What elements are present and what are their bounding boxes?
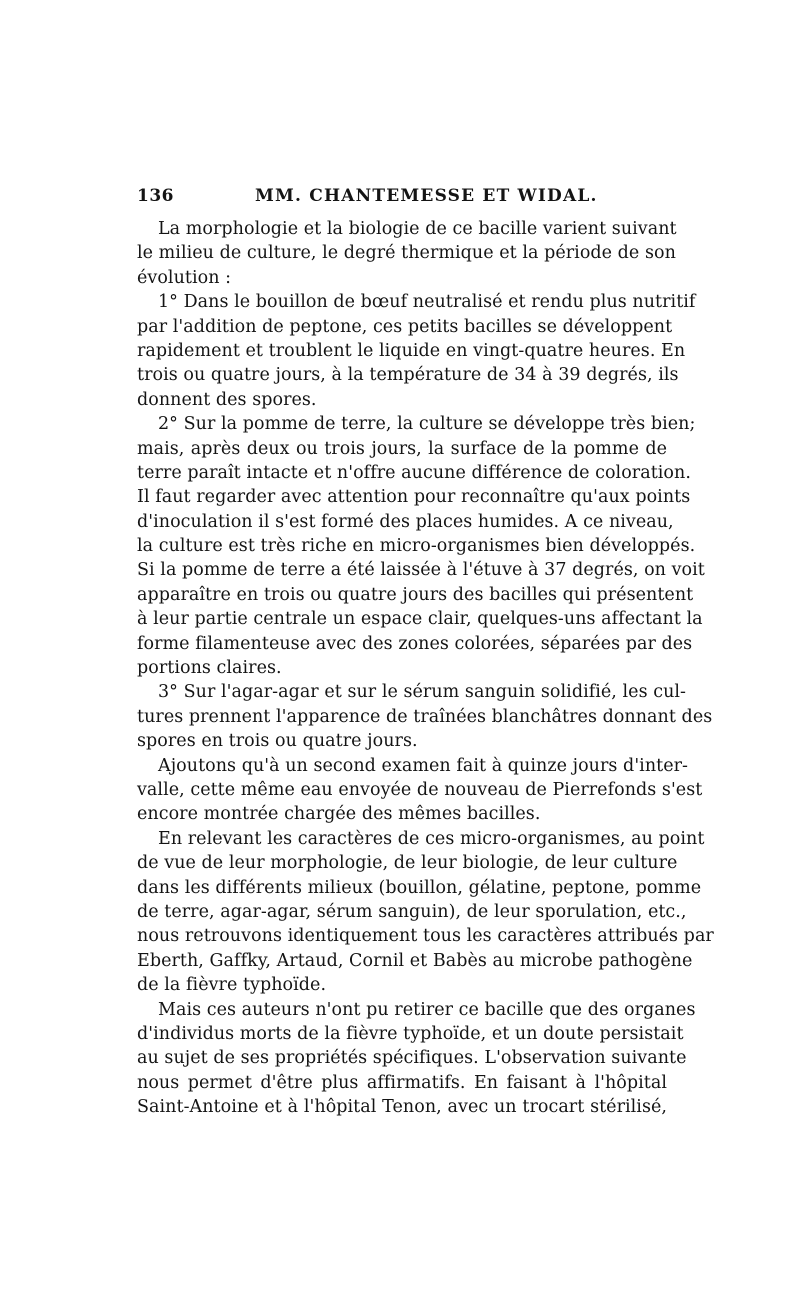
text-line: par l'addition de peptone, ces petits bacilles se développent xyxy=(137,316,673,337)
text-line: de vue de leur morphologie, de leur biologie, de leur culture xyxy=(137,853,678,874)
text-line: de terre, agar-agar, sérum sanguin), de leur sporulation, etc., xyxy=(137,901,687,922)
text-line: trois ou quatre jours, à la température de 34 à 39 degrés, ils xyxy=(137,365,679,386)
text-line: d'individus morts de la fièvre typhoïde, et un doute persistait xyxy=(137,1023,684,1044)
text-line: d'inoculation il s'est formé des places humides. A ce niveau, xyxy=(137,511,674,532)
text-line: donnent des spores. xyxy=(137,389,317,410)
text-line: valle, cette même eau envoyée de nouveau de Pierrefonds s'est xyxy=(137,779,703,800)
text-line: encore montrée chargée des mêmes bacilles. xyxy=(137,804,541,825)
text-line: portions claires. xyxy=(137,658,282,679)
text-line: En relevant les caractères de ces micro-organismes, au point xyxy=(158,828,705,849)
text-line: le milieu de culture, le degré thermique et la période de son xyxy=(137,243,676,264)
page-number: 136 xyxy=(137,186,174,206)
text-line: Ajoutons qu'à un second examen fait à quinze jours d'inter- xyxy=(158,755,689,776)
text-line: La morphologie et la biologie de ce bacille varient suivant xyxy=(158,219,677,239)
text-line: rapidement et troublent le liquide en vingt-quatre heures. En xyxy=(137,340,686,361)
text-line: 2° Sur la pomme de terre, la culture se développe très bien; xyxy=(158,414,696,435)
body-text xyxy=(137,217,714,1119)
text-line: évolution : xyxy=(137,267,232,288)
text-line: Si la pomme de terre a été laissée à l'étuve à 37 degrés, on voit xyxy=(137,560,705,581)
header-title: MM. CHANTEMESSE ET WIDAL. xyxy=(255,186,598,206)
text-line: dans les différents milieux (bouillon, gélatine, peptone, pomme xyxy=(137,877,702,898)
text-line: 3° Sur l'agar-agar et sur le sérum sanguin solidifié, les cul- xyxy=(158,682,686,703)
text-line: de la fièvre typhoïde. xyxy=(137,975,327,996)
text-line: au sujet de ses propriétés spécifiques. L'observation suivante xyxy=(137,1048,687,1069)
text-line: Eberth, Gaffky, Artaud, Cornil et Babès au microbe pathogène xyxy=(137,950,693,971)
text-line: spores en trois ou quatre jours. xyxy=(137,731,418,752)
text-line: mais, après deux ou trois jours, la surface de la pomme de xyxy=(137,438,667,459)
text-line: Mais ces auteurs n'ont pu retirer ce bacille que des organes xyxy=(158,999,696,1020)
text-line: nous retrouvons identiquement tous les caractères attribués par xyxy=(137,926,714,947)
text-line: Il faut regarder avec attention pour reconnaître qu'aux points xyxy=(137,487,691,508)
text-line: Saint-Antoine et à l'hôpital Tenon, avec un trocart stérilisé, xyxy=(137,1097,667,1118)
text-line: la culture est très riche en micro-organismes bien développés. xyxy=(137,536,696,557)
text-line: tures prennent l'apparence de traînées blanchâtres donnant des xyxy=(137,706,713,727)
text-line: forme filamenteuse avec des zones colorées, séparées par des xyxy=(137,633,693,654)
text-line: nous permet d'être plus affirmatifs. En faisant à l'hôpital xyxy=(137,1072,667,1093)
text-line: terre paraît intacte et n'offre aucune différence de coloration. xyxy=(137,462,691,483)
text-line: 1° Dans le bouillon de bœuf neutralisé et rendu plus nutritif xyxy=(158,292,696,313)
text-line: apparaître en trois ou quatre jours des bacilles qui présentent xyxy=(137,584,694,605)
text-line: à leur partie centrale un espace clair, quelques-uns affectant la xyxy=(137,609,703,630)
running-header xyxy=(137,186,667,210)
